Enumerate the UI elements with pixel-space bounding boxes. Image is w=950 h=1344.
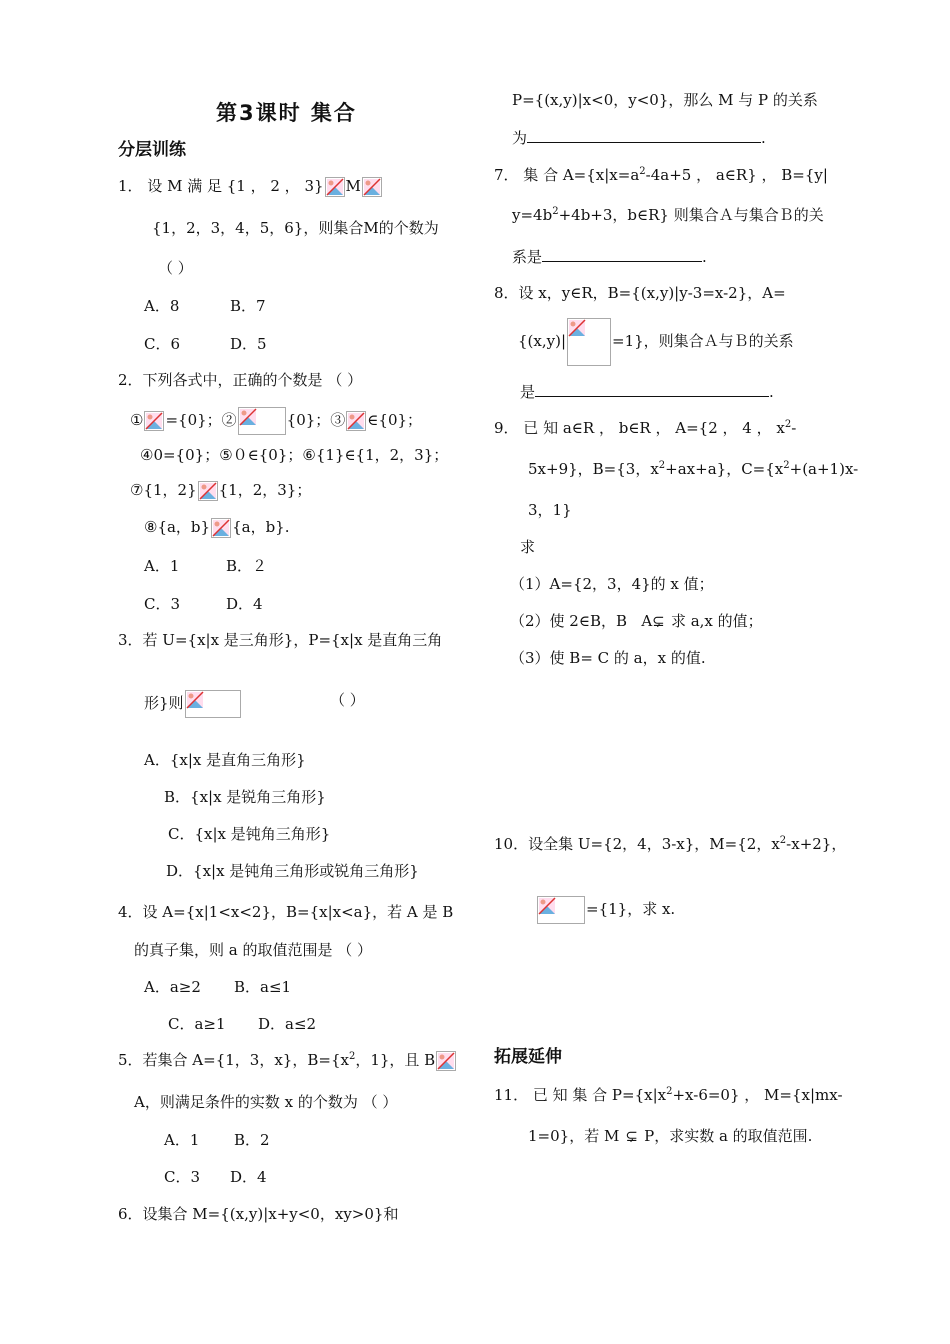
q8-line3: 是 . bbox=[520, 383, 774, 401]
q1-line1 bbox=[118, 176, 383, 197]
superscript: 2 bbox=[783, 460, 790, 471]
q3-paren: （ ） bbox=[330, 691, 365, 709]
q4-line2: 的真子集，则 a 的取值范围是 （ ） bbox=[134, 941, 373, 959]
q2-option-d: D．4 bbox=[226, 595, 263, 613]
q9-text: +(a+1)x- bbox=[789, 460, 859, 478]
broken-image-icon bbox=[144, 411, 164, 431]
q2-items-3 bbox=[130, 480, 311, 501]
q9-part1: （1）A={2，3，4}的 x 值； bbox=[510, 575, 714, 593]
broken-image-icon bbox=[325, 177, 345, 197]
q11-text: +x-6=0} ， M={x|mx- bbox=[672, 1086, 843, 1104]
q9-text: 9． 已 知 a∈R ， b∈R ， A={2 ， 4 ， x bbox=[494, 419, 785, 437]
q7-text: +4b+3，b∈R} 则集合Ａ与集合Ｂ的关 bbox=[558, 206, 824, 224]
section-heading-extension: 拓展延伸 bbox=[494, 1047, 562, 1067]
superscript: 2 bbox=[666, 1086, 673, 1097]
q1-line2: {1，2，3，4，5，6}，则集合M的个数为 bbox=[152, 219, 439, 237]
q2-item-text: {1，2，3}； bbox=[218, 481, 312, 499]
q5-line2: A，则满足条件的实数 x 的个数为 （ ） bbox=[134, 1093, 398, 1111]
q1-option-c: C．6 bbox=[144, 335, 181, 353]
q10-line1 bbox=[494, 834, 846, 854]
q2-item-text: ={0}；② bbox=[165, 411, 237, 429]
proper-subset-symbol: ⊊ bbox=[625, 1127, 638, 1145]
q3-text: 形}则 bbox=[144, 694, 184, 712]
q2-item-text: {a，b}. bbox=[232, 518, 290, 536]
broken-image-icon bbox=[346, 411, 366, 431]
q11-line1 bbox=[494, 1085, 843, 1105]
q10-text: ={1}，求 x. bbox=[586, 900, 676, 918]
broken-image-icon bbox=[238, 407, 286, 435]
q9-line3: 3，1} bbox=[528, 501, 572, 519]
q7-text: y=4b bbox=[512, 206, 553, 224]
q2-option-c: C．3 bbox=[144, 595, 181, 613]
q2-items-2: ④0={0}；⑤０∈{0}；⑥{1}∈{1，2，3}； bbox=[140, 446, 449, 464]
superscript: 2 bbox=[779, 835, 787, 846]
q8-text: 是 bbox=[520, 383, 536, 401]
broken-image-icon bbox=[185, 690, 241, 718]
q11-text: P，求实数 a 的取值范围. bbox=[644, 1127, 813, 1145]
broken-image-icon bbox=[436, 1051, 456, 1071]
q2-item-text: {0}；③ bbox=[286, 411, 346, 429]
q5-text: 5．若集合 A={1，3，x}，B={x bbox=[118, 1051, 349, 1069]
q9-text: 求 a,x 的值； bbox=[670, 612, 763, 630]
q4-option-c: C．a≥1 bbox=[168, 1015, 226, 1033]
q10-line2 bbox=[536, 896, 675, 924]
q5-option-a: A．1 bbox=[164, 1131, 200, 1149]
page-title: 第3课时 集合 bbox=[216, 101, 357, 125]
q3-option-b: B．{x|x 是锐角三角形} bbox=[164, 788, 326, 806]
superscript: 2 bbox=[348, 1051, 356, 1062]
q3-line1: 3．若 U={x|x 是三角形}，P={x|x 是直角三角 bbox=[118, 631, 443, 649]
q5-option-b: B．2 bbox=[234, 1131, 270, 1149]
q5-option-c: C．3 bbox=[164, 1168, 201, 1186]
q2-item-text: ⑧{a，b} bbox=[144, 518, 211, 536]
q4-option-b: B．a≤1 bbox=[234, 978, 292, 996]
q5-line1 bbox=[118, 1050, 457, 1071]
answer-blank[interactable] bbox=[535, 382, 769, 397]
q1-option-a: A．8 bbox=[144, 297, 180, 315]
broken-image-icon bbox=[537, 896, 585, 924]
q2-item-text: ⑦{1，2} bbox=[130, 481, 197, 499]
q1-text: 1． 设 M 满 足 {1 ， 2 ， 3} bbox=[118, 177, 324, 195]
q9-text: （2）使 2∈B，B bbox=[510, 612, 628, 630]
q7-text: 系是 bbox=[512, 248, 543, 266]
q6-line2: P={(x,y)|x<0，y<0}，那么 M 与 P 的关系 bbox=[512, 91, 818, 109]
broken-image-icon bbox=[198, 481, 218, 501]
section-heading-training: 分层训练 bbox=[118, 140, 186, 160]
q9-text: - bbox=[791, 419, 797, 437]
q3-option-c: C．{x|x 是钝角三角形} bbox=[168, 825, 331, 843]
superscript: 2 bbox=[784, 419, 792, 430]
q10-text: -x+2}， bbox=[786, 835, 847, 853]
q1-option-d: D．5 bbox=[230, 335, 267, 353]
q2-item-text: ① bbox=[130, 411, 144, 429]
q9-text: A bbox=[641, 612, 653, 630]
q3-option-a: A．{x|x 是直角三角形} bbox=[144, 751, 306, 769]
q4-option-a: A．a≥2 bbox=[144, 978, 201, 996]
q7-line3: 系是 . bbox=[512, 248, 707, 266]
q9-line2 bbox=[528, 459, 858, 479]
proper-subset-symbol: ⊊ bbox=[652, 612, 665, 630]
q8-line2 bbox=[518, 318, 794, 366]
broken-image-icon bbox=[362, 177, 382, 197]
answer-blank[interactable] bbox=[542, 247, 702, 262]
superscript: 2 bbox=[658, 460, 666, 471]
q8-text: {(x,y)| bbox=[518, 332, 567, 350]
q9-part2 bbox=[510, 611, 763, 631]
q8-line1: 8．设 x，y∈R，B={(x,y)|y-3=x-2}，A= bbox=[494, 284, 786, 302]
q6-line1: 6．设集合 M={(x,y)|x+y<0，xy>0}和 bbox=[118, 1205, 399, 1223]
q4-option-d: D．a≤2 bbox=[258, 1015, 317, 1033]
q6-line3: 为 . bbox=[512, 129, 766, 147]
q7-line2 bbox=[512, 205, 824, 225]
q9-line1 bbox=[494, 418, 796, 438]
q10-text: 10．设全集 U={2，4，3-x}，M={2，x bbox=[494, 835, 780, 853]
q1-option-b: B．7 bbox=[230, 297, 266, 315]
q2-items-4 bbox=[144, 517, 290, 538]
q2-option-a: A．1 bbox=[144, 557, 180, 575]
q6-text: 为 bbox=[512, 129, 528, 147]
q2-line1: 2．下列各式中，正确的个数是 （ ） bbox=[118, 371, 363, 389]
q3-line2 bbox=[144, 690, 242, 718]
broken-image-icon bbox=[567, 318, 611, 366]
q9-part3: （3）使 B= C 的 a，x 的值. bbox=[510, 649, 706, 667]
q11-line2 bbox=[528, 1126, 812, 1146]
answer-blank[interactable] bbox=[527, 128, 761, 143]
q7-text: -4a+5 ， a∈R} ， B={y| bbox=[645, 166, 828, 184]
q11-text: 1=0}，若 M bbox=[528, 1127, 620, 1145]
q9-text: 5x+9}，B={3，x bbox=[528, 460, 659, 478]
superscript: 2 bbox=[552, 206, 559, 217]
q4-line1: 4．设 A={x|1<x<2}，B={x|x<a}，若 A 是 B bbox=[118, 903, 454, 921]
q1-paren: （ ） bbox=[158, 259, 193, 277]
q8-text: =1}，则集合Ａ与Ｂ的关系 bbox=[612, 332, 794, 350]
q2-item-text: ∈{0}； bbox=[367, 411, 423, 429]
q1-text-m: M bbox=[345, 177, 361, 195]
q2-option-b: B．２ bbox=[226, 557, 268, 575]
q9-line4: 求 bbox=[520, 538, 536, 556]
q5-text: ，1}，且 B bbox=[355, 1051, 436, 1069]
q11-text: 11． 已 知 集 合 P={x|x bbox=[494, 1086, 667, 1104]
q5-option-d: D．4 bbox=[230, 1168, 267, 1186]
broken-image-icon bbox=[211, 518, 231, 538]
q2-items-1 bbox=[130, 407, 422, 435]
superscript: 2 bbox=[639, 166, 646, 177]
q7-line1 bbox=[494, 165, 828, 185]
q3-option-d: D．{x|x 是钝角三角形或锐角三角形} bbox=[166, 862, 419, 880]
q9-text: +ax+a}，C={x bbox=[665, 460, 784, 478]
q7-text: 7． 集 合 A={x|x=a bbox=[494, 166, 640, 184]
